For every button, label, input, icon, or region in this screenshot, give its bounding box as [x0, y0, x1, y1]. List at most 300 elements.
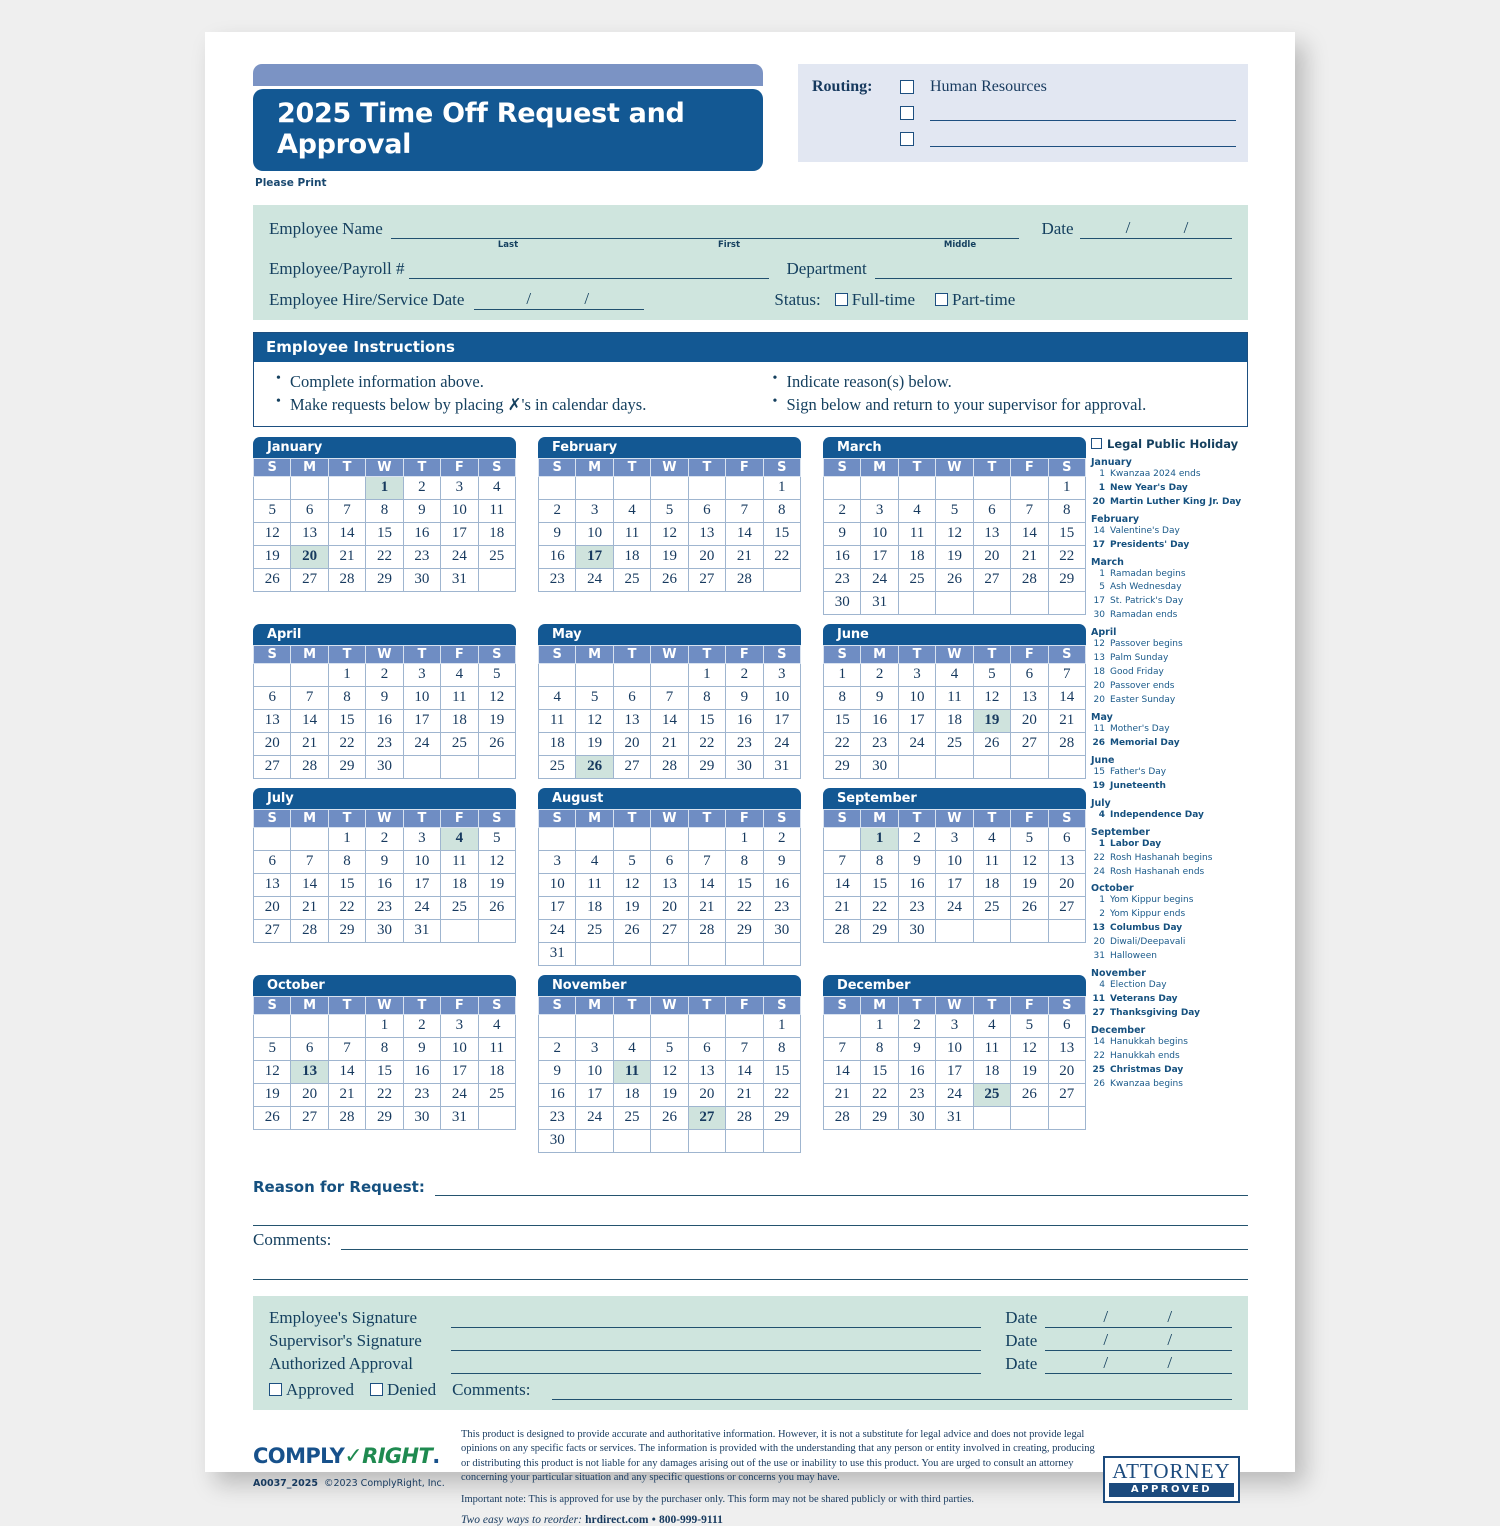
- calendar-day-cell[interactable]: 20: [291, 1083, 328, 1106]
- calendar-day-cell[interactable]: 17: [861, 545, 898, 568]
- calendar-day-cell[interactable]: 22: [763, 1083, 800, 1106]
- calendar-day-cell[interactable]: 22: [1048, 545, 1085, 568]
- calendar-day-cell[interactable]: 2: [366, 663, 403, 686]
- calendar-day-cell[interactable]: 25: [441, 732, 478, 755]
- calendar-day-cell[interactable]: 5: [1011, 1014, 1048, 1037]
- calendar-day-cell[interactable]: 24: [539, 919, 576, 942]
- calendar-day-cell[interactable]: 14: [824, 1060, 861, 1083]
- calendar-day-cell[interactable]: 25: [973, 896, 1010, 919]
- calendar-day-cell[interactable]: 19: [651, 1083, 688, 1106]
- calendar-day-cell[interactable]: 5: [478, 827, 515, 850]
- calendar-day-cell[interactable]: 4: [936, 663, 973, 686]
- calendar-day-cell[interactable]: 24: [763, 732, 800, 755]
- calendar-day-cell[interactable]: 18: [478, 522, 515, 545]
- calendar-day-cell[interactable]: 11: [478, 1037, 515, 1060]
- calendar-day-cell[interactable]: 31: [861, 591, 898, 614]
- calendar-day-cell[interactable]: 9: [824, 522, 861, 545]
- calendar-day-cell[interactable]: 11: [936, 686, 973, 709]
- calendar-day-cell[interactable]: 29: [861, 1106, 898, 1129]
- calendar-day-cell[interactable]: 3: [898, 663, 935, 686]
- calendar-day-cell[interactable]: 19: [478, 709, 515, 732]
- calendar-day-cell[interactable]: 2: [539, 499, 576, 522]
- calendar-day-cell[interactable]: 31: [441, 1106, 478, 1129]
- calendar-day-cell[interactable]: 15: [861, 1060, 898, 1083]
- calendar-day-cell[interactable]: 23: [898, 1083, 935, 1106]
- calendar-day-cell[interactable]: 17: [763, 709, 800, 732]
- calendar-day-cell[interactable]: 8: [824, 686, 861, 709]
- calendar-day-cell[interactable]: 11: [576, 873, 613, 896]
- calendar-day-cell[interactable]: 18: [478, 1060, 515, 1083]
- calendar-day-cell[interactable]: 23: [539, 1106, 576, 1129]
- calendar-day-cell[interactable]: 30: [403, 568, 440, 591]
- calendar-day-cell[interactable]: 8: [328, 850, 365, 873]
- calendar-day-cell[interactable]: 14: [726, 1060, 763, 1083]
- calendar-day-cell[interactable]: 15: [688, 709, 725, 732]
- approved-option[interactable]: [269, 1380, 354, 1400]
- approval-comments-input[interactable]: [552, 1383, 1232, 1400]
- calendar-day-cell[interactable]: 16: [763, 873, 800, 896]
- calendar-day-cell[interactable]: 20: [973, 545, 1010, 568]
- calendar-day-cell[interactable]: 26: [254, 568, 291, 591]
- calendar-day-cell[interactable]: 21: [688, 896, 725, 919]
- calendar-day-cell[interactable]: 7: [688, 850, 725, 873]
- calendar-day-cell[interactable]: 17: [936, 873, 973, 896]
- calendar-day-cell[interactable]: 12: [651, 1060, 688, 1083]
- calendar-day-cell[interactable]: 11: [539, 709, 576, 732]
- calendar-day-cell[interactable]: 4: [539, 686, 576, 709]
- calendar-day-cell[interactable]: 23: [861, 732, 898, 755]
- calendar-day-cell[interactable]: 3: [539, 850, 576, 873]
- calendar-day-cell[interactable]: 28: [291, 755, 328, 778]
- calendar-day-cell[interactable]: 5: [651, 1037, 688, 1060]
- calendar-day-cell[interactable]: 25: [539, 755, 576, 778]
- calendar-day-cell[interactable]: 13: [973, 522, 1010, 545]
- calendar-day-cell[interactable]: 10: [539, 873, 576, 896]
- calendar-day-cell[interactable]: 24: [576, 1106, 613, 1129]
- calendar-day-cell[interactable]: 27: [291, 1106, 328, 1129]
- calendar-day-cell[interactable]: 9: [539, 522, 576, 545]
- calendar-day-cell[interactable]: 6: [613, 686, 650, 709]
- calendar-day-cell[interactable]: 26: [613, 919, 650, 942]
- calendar-day-cell[interactable]: 12: [254, 522, 291, 545]
- calendar-day-cell[interactable]: 16: [366, 873, 403, 896]
- calendar-day-cell[interactable]: 5: [613, 850, 650, 873]
- calendar-day-cell[interactable]: 7: [726, 1037, 763, 1060]
- calendar-day-cell[interactable]: 21: [291, 896, 328, 919]
- calendar-day-cell[interactable]: 21: [291, 732, 328, 755]
- calendar-day-cell[interactable]: 29: [1048, 568, 1085, 591]
- calendar-day-cell[interactable]: 5: [1011, 827, 1048, 850]
- calendar-day-cell[interactable]: 17: [576, 1083, 613, 1106]
- calendar-day-cell[interactable]: 8: [763, 499, 800, 522]
- calendar-day-cell[interactable]: 13: [651, 873, 688, 896]
- checkbox-icon-part-time[interactable]: [935, 293, 948, 306]
- calendar-day-cell[interactable]: 9: [898, 1037, 935, 1060]
- calendar-day-cell[interactable]: 29: [328, 755, 365, 778]
- calendar-day-cell[interactable]: 5: [254, 1037, 291, 1060]
- calendar-day-cell[interactable]: 10: [898, 686, 935, 709]
- calendar-day-cell[interactable]: 27: [688, 1106, 725, 1129]
- calendar-day-cell[interactable]: 12: [478, 850, 515, 873]
- hire-date-input[interactable]: [474, 289, 644, 310]
- calendar-day-cell[interactable]: 10: [763, 686, 800, 709]
- calendar-day-cell[interactable]: 30: [861, 755, 898, 778]
- calendar-day-cell[interactable]: 25: [613, 568, 650, 591]
- supervisor-signature-input[interactable]: [451, 1334, 982, 1351]
- calendar-day-cell[interactable]: 19: [478, 873, 515, 896]
- calendar-day-cell[interactable]: 28: [328, 568, 365, 591]
- calendar-day-cell[interactable]: 8: [688, 686, 725, 709]
- calendar-day-cell[interactable]: 9: [403, 1037, 440, 1060]
- checkbox-icon-denied[interactable]: [370, 1383, 383, 1396]
- calendar-day-cell[interactable]: 15: [824, 709, 861, 732]
- calendar-day-cell[interactable]: 27: [688, 568, 725, 591]
- calendar-day-cell[interactable]: 3: [403, 827, 440, 850]
- calendar-day-cell[interactable]: 4: [973, 1014, 1010, 1037]
- calendar-day-cell[interactable]: 8: [763, 1037, 800, 1060]
- calendar-day-cell[interactable]: 25: [613, 1106, 650, 1129]
- calendar-day-cell[interactable]: 11: [613, 1060, 650, 1083]
- calendar-day-cell[interactable]: 21: [328, 545, 365, 568]
- calendar-day-cell[interactable]: 6: [973, 499, 1010, 522]
- calendar-day-cell[interactable]: 3: [441, 476, 478, 499]
- calendar-day-cell[interactable]: 13: [1048, 1037, 1085, 1060]
- calendar-day-cell[interactable]: 25: [441, 896, 478, 919]
- calendar-day-cell[interactable]: 23: [366, 732, 403, 755]
- calendar-day-cell[interactable]: 21: [1048, 709, 1085, 732]
- calendar-day-cell[interactable]: 29: [688, 755, 725, 778]
- calendar-day-cell[interactable]: 24: [441, 545, 478, 568]
- calendar-day-cell[interactable]: 7: [824, 850, 861, 873]
- calendar-day-cell[interactable]: 31: [936, 1106, 973, 1129]
- calendar-day-cell[interactable]: 22: [328, 896, 365, 919]
- calendar-day-cell[interactable]: 1: [366, 476, 403, 499]
- calendar-day-cell[interactable]: 17: [898, 709, 935, 732]
- calendar-day-cell[interactable]: 7: [328, 1037, 365, 1060]
- calendar-day-cell[interactable]: 19: [576, 732, 613, 755]
- calendar-day-cell[interactable]: 20: [254, 896, 291, 919]
- calendar-day-cell[interactable]: 18: [539, 732, 576, 755]
- calendar-day-cell[interactable]: 19: [936, 545, 973, 568]
- calendar-day-cell[interactable]: 9: [366, 686, 403, 709]
- calendar-day-cell[interactable]: 26: [651, 568, 688, 591]
- calendar-day-cell[interactable]: 28: [688, 919, 725, 942]
- calendar-day-cell[interactable]: 14: [328, 1060, 365, 1083]
- calendar-day-cell[interactable]: 5: [936, 499, 973, 522]
- calendar-day-cell[interactable]: 9: [366, 850, 403, 873]
- calendar-day-cell[interactable]: 18: [441, 709, 478, 732]
- calendar-day-cell[interactable]: 3: [576, 1037, 613, 1060]
- calendar-day-cell[interactable]: 22: [688, 732, 725, 755]
- calendar-day-cell[interactable]: 10: [441, 1037, 478, 1060]
- calendar-day-cell[interactable]: 28: [824, 919, 861, 942]
- calendar-day-cell[interactable]: 29: [328, 919, 365, 942]
- calendar-day-cell[interactable]: 5: [973, 663, 1010, 686]
- employee-name-input[interactable]: [391, 223, 1020, 239]
- calendar-day-cell[interactable]: 28: [726, 568, 763, 591]
- calendar-day-cell[interactable]: 2: [403, 1014, 440, 1037]
- calendar-day-cell[interactable]: 20: [254, 732, 291, 755]
- calendar-day-cell[interactable]: 27: [1048, 1083, 1085, 1106]
- calendar-day-cell[interactable]: 21: [824, 896, 861, 919]
- calendar-day-cell[interactable]: 7: [328, 499, 365, 522]
- calendar-day-cell[interactable]: 1: [328, 663, 365, 686]
- calendar-day-cell[interactable]: 18: [936, 709, 973, 732]
- calendar-day-cell[interactable]: 1: [1048, 476, 1085, 499]
- calendar-day-cell[interactable]: 23: [366, 896, 403, 919]
- calendar-day-cell[interactable]: 28: [726, 1106, 763, 1129]
- calendar-day-cell[interactable]: 15: [726, 873, 763, 896]
- reason-input-line-2[interactable]: [253, 1196, 1248, 1226]
- calendar-day-cell[interactable]: 7: [726, 499, 763, 522]
- calendar-day-cell[interactable]: 27: [973, 568, 1010, 591]
- calendar-day-cell[interactable]: 3: [441, 1014, 478, 1037]
- calendar-day-cell[interactable]: 1: [763, 476, 800, 499]
- calendar-day-cell[interactable]: 1: [763, 1014, 800, 1037]
- calendar-day-cell[interactable]: 20: [1011, 709, 1048, 732]
- calendar-day-cell[interactable]: 10: [936, 850, 973, 873]
- calendar-day-cell[interactable]: 1: [726, 827, 763, 850]
- calendar-day-cell[interactable]: 12: [1011, 1037, 1048, 1060]
- calendar-day-cell[interactable]: 25: [478, 545, 515, 568]
- calendar-day-cell[interactable]: 20: [688, 1083, 725, 1106]
- calendar-day-cell[interactable]: 7: [651, 686, 688, 709]
- calendar-day-cell[interactable]: 6: [688, 499, 725, 522]
- calendar-day-cell[interactable]: 11: [898, 522, 935, 545]
- calendar-day-cell[interactable]: 24: [898, 732, 935, 755]
- calendar-day-cell[interactable]: 1: [688, 663, 725, 686]
- calendar-day-cell[interactable]: 4: [441, 663, 478, 686]
- calendar-day-cell[interactable]: 1: [366, 1014, 403, 1037]
- calendar-day-cell[interactable]: 2: [763, 827, 800, 850]
- calendar-day-cell[interactable]: 3: [936, 1014, 973, 1037]
- calendar-day-cell[interactable]: 28: [824, 1106, 861, 1129]
- calendar-day-cell[interactable]: 25: [478, 1083, 515, 1106]
- calendar-day-cell[interactable]: 20: [291, 545, 328, 568]
- calendar-day-cell[interactable]: 2: [898, 1014, 935, 1037]
- calendar-day-cell[interactable]: 12: [936, 522, 973, 545]
- calendar-day-cell[interactable]: 26: [254, 1106, 291, 1129]
- calendar-day-cell[interactable]: 10: [441, 499, 478, 522]
- calendar-day-cell[interactable]: 13: [688, 1060, 725, 1083]
- calendar-day-cell[interactable]: 24: [936, 896, 973, 919]
- calendar-day-cell[interactable]: 13: [291, 522, 328, 545]
- calendar-day-cell[interactable]: 18: [613, 1083, 650, 1106]
- calendar-day-cell[interactable]: 26: [1011, 1083, 1048, 1106]
- calendar-day-cell[interactable]: 8: [366, 1037, 403, 1060]
- calendar-day-cell[interactable]: 25: [576, 919, 613, 942]
- calendar-day-cell[interactable]: 13: [291, 1060, 328, 1083]
- calendar-day-cell[interactable]: 26: [973, 732, 1010, 755]
- calendar-day-cell[interactable]: 23: [898, 896, 935, 919]
- calendar-day-cell[interactable]: 8: [328, 686, 365, 709]
- calendar-day-cell[interactable]: 24: [403, 896, 440, 919]
- calendar-day-cell[interactable]: 27: [254, 755, 291, 778]
- calendar-day-cell[interactable]: 28: [328, 1106, 365, 1129]
- calendar-day-cell[interactable]: 6: [1048, 827, 1085, 850]
- calendar-day-cell[interactable]: 25: [898, 568, 935, 591]
- calendar-day-cell[interactable]: 13: [613, 709, 650, 732]
- calendar-day-cell[interactable]: 22: [861, 1083, 898, 1106]
- calendar-day-cell[interactable]: 18: [613, 545, 650, 568]
- calendar-day-cell[interactable]: 12: [651, 522, 688, 545]
- calendar-day-cell[interactable]: 19: [973, 709, 1010, 732]
- calendar-day-cell[interactable]: 28: [291, 919, 328, 942]
- calendar-day-cell[interactable]: 22: [328, 732, 365, 755]
- calendar-day-cell[interactable]: 7: [1048, 663, 1085, 686]
- calendar-day-cell[interactable]: 7: [1011, 499, 1048, 522]
- calendar-day-cell[interactable]: 20: [688, 545, 725, 568]
- employee-signature-date-input[interactable]: [1045, 1306, 1232, 1328]
- calendar-day-cell[interactable]: 22: [366, 545, 403, 568]
- calendar-day-cell[interactable]: 29: [366, 1106, 403, 1129]
- checkbox-icon-human-resources[interactable]: [900, 80, 914, 94]
- calendar-day-cell[interactable]: 20: [1048, 873, 1085, 896]
- calendar-day-cell[interactable]: 19: [651, 545, 688, 568]
- calendar-day-cell[interactable]: 24: [441, 1083, 478, 1106]
- calendar-day-cell[interactable]: 17: [441, 522, 478, 545]
- calendar-day-cell[interactable]: 4: [576, 850, 613, 873]
- calendar-day-cell[interactable]: 14: [688, 873, 725, 896]
- comments-input-line-1[interactable]: [341, 1234, 1248, 1250]
- calendar-day-cell[interactable]: 26: [1011, 896, 1048, 919]
- calendar-day-cell[interactable]: 18: [973, 1060, 1010, 1083]
- calendar-day-cell[interactable]: 23: [763, 896, 800, 919]
- calendar-day-cell[interactable]: 5: [254, 499, 291, 522]
- calendar-day-cell[interactable]: 14: [291, 709, 328, 732]
- calendar-day-cell[interactable]: 10: [403, 850, 440, 873]
- calendar-day-cell[interactable]: 27: [651, 919, 688, 942]
- reason-input-line-1[interactable]: [435, 1180, 1248, 1196]
- calendar-day-cell[interactable]: 6: [291, 1037, 328, 1060]
- payroll-input[interactable]: [409, 263, 769, 279]
- calendar-day-cell[interactable]: 20: [1048, 1060, 1085, 1083]
- calendar-day-cell[interactable]: 27: [613, 755, 650, 778]
- calendar-day-cell[interactable]: 15: [763, 1060, 800, 1083]
- calendar-day-cell[interactable]: 3: [861, 499, 898, 522]
- calendar-day-cell[interactable]: 30: [898, 1106, 935, 1129]
- calendar-day-cell[interactable]: 1: [328, 827, 365, 850]
- calendar-day-cell[interactable]: 15: [763, 522, 800, 545]
- calendar-day-cell[interactable]: 30: [366, 755, 403, 778]
- calendar-day-cell[interactable]: 12: [254, 1060, 291, 1083]
- calendar-day-cell[interactable]: 29: [763, 1106, 800, 1129]
- date-input[interactable]: [1080, 218, 1232, 239]
- calendar-day-cell[interactable]: 13: [254, 873, 291, 896]
- calendar-day-cell[interactable]: 30: [763, 919, 800, 942]
- calendar-day-cell[interactable]: 4: [478, 1014, 515, 1037]
- calendar-day-cell[interactable]: 10: [936, 1037, 973, 1060]
- calendar-day-cell[interactable]: 4: [613, 499, 650, 522]
- calendar-day-cell[interactable]: 11: [973, 1037, 1010, 1060]
- calendar-day-cell[interactable]: 2: [898, 827, 935, 850]
- calendar-day-cell[interactable]: 19: [254, 545, 291, 568]
- calendar-day-cell[interactable]: 28: [1011, 568, 1048, 591]
- calendar-day-cell[interactable]: 31: [403, 919, 440, 942]
- calendar-day-cell[interactable]: 22: [366, 1083, 403, 1106]
- calendar-day-cell[interactable]: 28: [651, 755, 688, 778]
- routing-input-3[interactable]: [930, 132, 1236, 147]
- calendar-day-cell[interactable]: 30: [539, 1129, 576, 1152]
- calendar-day-cell[interactable]: 14: [291, 873, 328, 896]
- calendar-day-cell[interactable]: 6: [688, 1037, 725, 1060]
- calendar-day-cell[interactable]: 24: [576, 568, 613, 591]
- calendar-day-cell[interactable]: 6: [1048, 1014, 1085, 1037]
- calendar-day-cell[interactable]: 9: [763, 850, 800, 873]
- calendar-day-cell[interactable]: 19: [1011, 1060, 1048, 1083]
- calendar-day-cell[interactable]: 30: [366, 919, 403, 942]
- reorder-website[interactable]: hrdirect.com: [585, 1514, 649, 1526]
- calendar-day-cell[interactable]: 15: [328, 709, 365, 732]
- calendar-day-cell[interactable]: 27: [291, 568, 328, 591]
- calendar-day-cell[interactable]: 12: [478, 686, 515, 709]
- calendar-day-cell[interactable]: 21: [824, 1083, 861, 1106]
- calendar-day-cell[interactable]: 7: [291, 850, 328, 873]
- calendar-day-cell[interactable]: 20: [613, 732, 650, 755]
- calendar-day-cell[interactable]: 4: [898, 499, 935, 522]
- calendar-day-cell[interactable]: 1: [824, 663, 861, 686]
- calendar-day-cell[interactable]: 9: [861, 686, 898, 709]
- calendar-day-cell[interactable]: 18: [898, 545, 935, 568]
- calendar-day-cell[interactable]: 2: [403, 476, 440, 499]
- calendar-day-cell[interactable]: 26: [576, 755, 613, 778]
- checkbox-icon-approved[interactable]: [269, 1383, 282, 1396]
- calendar-day-cell[interactable]: 13: [1048, 850, 1085, 873]
- calendar-day-cell[interactable]: 5: [651, 499, 688, 522]
- calendar-day-cell[interactable]: 18: [973, 873, 1010, 896]
- calendar-day-cell[interactable]: 9: [726, 686, 763, 709]
- calendar-day-cell[interactable]: 31: [441, 568, 478, 591]
- calendar-day-cell[interactable]: 30: [403, 1106, 440, 1129]
- calendar-day-cell[interactable]: 2: [824, 499, 861, 522]
- calendar-day-cell[interactable]: 22: [861, 896, 898, 919]
- calendar-day-cell[interactable]: 3: [576, 499, 613, 522]
- calendar-day-cell[interactable]: 10: [403, 686, 440, 709]
- calendar-day-cell[interactable]: 21: [726, 1083, 763, 1106]
- calendar-day-cell[interactable]: 30: [824, 591, 861, 614]
- calendar-day-cell[interactable]: 23: [824, 568, 861, 591]
- calendar-day-cell[interactable]: 27: [1011, 732, 1048, 755]
- calendar-day-cell[interactable]: 10: [861, 522, 898, 545]
- calendar-day-cell[interactable]: 4: [973, 827, 1010, 850]
- calendar-day-cell[interactable]: 2: [539, 1037, 576, 1060]
- calendar-day-cell[interactable]: 16: [898, 873, 935, 896]
- calendar-day-cell[interactable]: 14: [651, 709, 688, 732]
- authorized-approval-date-input[interactable]: [1045, 1352, 1232, 1374]
- calendar-day-cell[interactable]: 1: [861, 1014, 898, 1037]
- calendar-day-cell[interactable]: 13: [1011, 686, 1048, 709]
- calendar-day-cell[interactable]: 11: [613, 522, 650, 545]
- calendar-day-cell[interactable]: 17: [936, 1060, 973, 1083]
- calendar-day-cell[interactable]: 19: [1011, 873, 1048, 896]
- calendar-day-cell[interactable]: 29: [726, 919, 763, 942]
- calendar-day-cell[interactable]: 6: [1011, 663, 1048, 686]
- calendar-day-cell[interactable]: 22: [726, 896, 763, 919]
- calendar-day-cell[interactable]: 4: [478, 476, 515, 499]
- calendar-day-cell[interactable]: 17: [576, 545, 613, 568]
- calendar-day-cell[interactable]: 26: [478, 896, 515, 919]
- calendar-day-cell[interactable]: 19: [613, 896, 650, 919]
- calendar-day-cell[interactable]: 16: [366, 709, 403, 732]
- calendar-day-cell[interactable]: 29: [824, 755, 861, 778]
- calendar-day-cell[interactable]: 21: [651, 732, 688, 755]
- calendar-day-cell[interactable]: 23: [539, 568, 576, 591]
- calendar-day-cell[interactable]: 26: [651, 1106, 688, 1129]
- calendar-day-cell[interactable]: 12: [973, 686, 1010, 709]
- calendar-day-cell[interactable]: 26: [936, 568, 973, 591]
- calendar-day-cell[interactable]: 18: [576, 896, 613, 919]
- calendar-day-cell[interactable]: 30: [898, 919, 935, 942]
